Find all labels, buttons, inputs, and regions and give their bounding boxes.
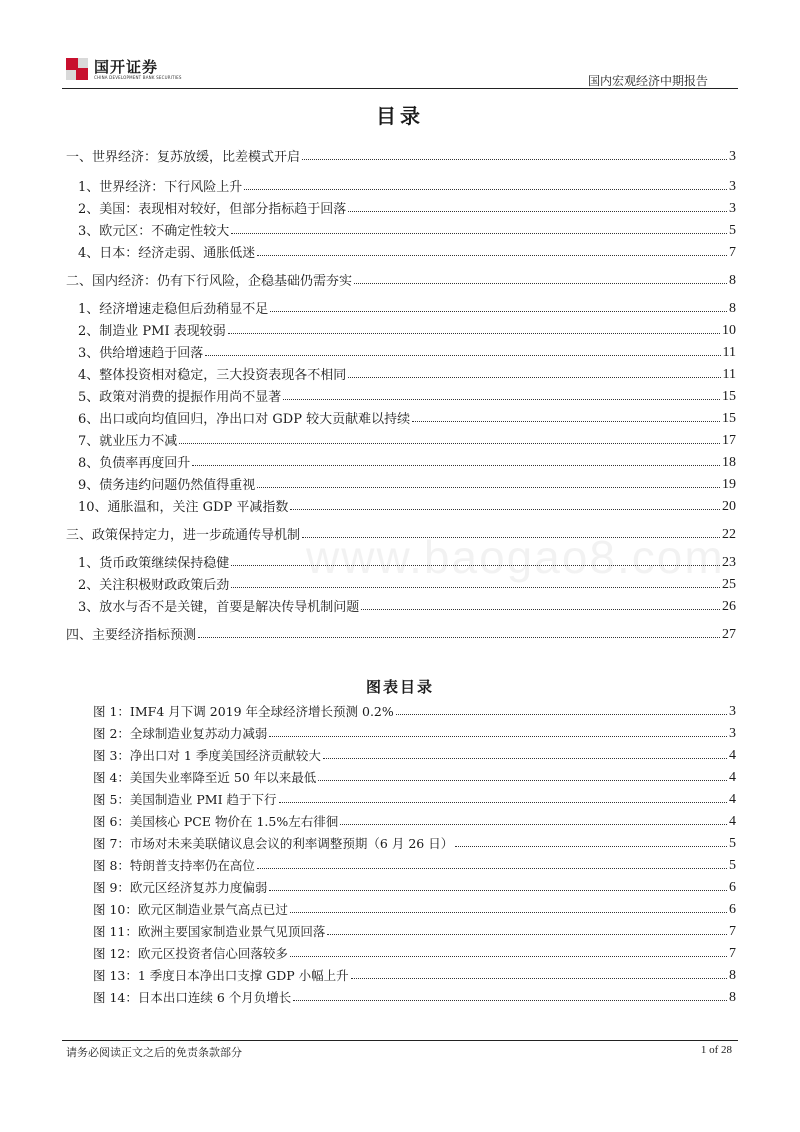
figure-entry-page: 5: [729, 836, 736, 851]
toc-entry-page: 20: [722, 499, 736, 514]
toc-entry-page: 27: [722, 627, 736, 642]
toc-entry[interactable]: [78, 451, 736, 471]
toc-entry-page: 10: [722, 323, 736, 338]
toc-entry-label: 三、政策保持定力，进一步疏通传导机制: [66, 528, 301, 543]
figure-entry-page: 5: [729, 858, 736, 873]
toc-entry[interactable]: [78, 197, 736, 217]
figure-entry-page: 4: [729, 814, 736, 829]
figure-entry[interactable]: [93, 832, 736, 852]
dot-leader: [244, 189, 727, 190]
dot-leader: [318, 780, 727, 781]
toc-entry-label: 4、整体投资相对稳定，三大投资表现各不相同: [78, 368, 347, 383]
toc-entry[interactable]: [78, 573, 736, 593]
toc-entry-label: 4、日本：经济走弱、通胀低迷: [78, 246, 256, 261]
dot-leader: [192, 465, 720, 466]
footer-divider: [62, 1040, 738, 1041]
dot-leader: [351, 978, 727, 979]
toc-entry-page: 22: [722, 527, 736, 542]
toc-entry-page: 26: [722, 599, 736, 614]
figure-entry-label: 图 13：1 季度日本净出口支撑 GDP 小幅上升: [93, 968, 349, 983]
toc-entry-page: 19: [722, 477, 736, 492]
figure-entry-label: 图 2：全球制造业复苏动力减弱: [93, 726, 268, 741]
toc-entry-label: 2、关注积极财政政策后劲: [78, 578, 230, 593]
figure-entry-page: 8: [729, 968, 736, 983]
toc-entry[interactable]: [66, 145, 736, 165]
toc-entry-page: 3: [729, 201, 736, 216]
dot-leader: [293, 1000, 727, 1001]
dot-leader: [290, 912, 727, 913]
toc-entry-page: 11: [722, 367, 736, 382]
dot-leader: [231, 233, 727, 234]
figure-entry-label: 图 4：美国失业率降至近 50 年以来最低: [93, 770, 317, 785]
dot-leader: [290, 956, 727, 957]
dot-leader: [269, 736, 727, 737]
dot-leader: [302, 537, 720, 538]
figure-entry[interactable]: [93, 876, 736, 896]
toc-entry-page: 15: [722, 411, 736, 426]
toc-entry-label: 6、出口或向均值回归，净出口对 GDP 较大贡献难以持续: [78, 412, 411, 427]
toc-entry-page: 8: [729, 301, 736, 316]
toc-entry-page: 11: [722, 345, 736, 360]
dot-leader: [354, 283, 727, 284]
figure-entry-label: 图 5：美国制造业 PMI 趋于下行: [93, 792, 277, 807]
dot-leader: [348, 211, 727, 212]
toc-entry[interactable]: [78, 219, 736, 239]
figure-entry-label: 图 9：欧元区经济复苏力度偏弱: [93, 880, 268, 895]
figure-entry-page: 6: [729, 902, 736, 917]
dot-leader: [228, 333, 720, 334]
watermark: www.baogao8.com: [306, 531, 725, 583]
toc-entry-label: 2、美国：表现相对较好，但部分指标趋于回落: [78, 202, 347, 217]
figure-entry-page: 7: [729, 924, 736, 939]
figure-entry[interactable]: [93, 700, 736, 720]
dot-leader: [179, 443, 720, 444]
toc-entry[interactable]: [78, 297, 736, 317]
toc-entry-page: 7: [729, 245, 736, 260]
figure-entry-page: 4: [729, 792, 736, 807]
toc-entry[interactable]: [78, 595, 736, 615]
dot-leader: [361, 609, 720, 610]
dot-leader: [455, 846, 727, 847]
toc-entry-label: 3、放水与否不是关键，首要是解决传导机制问题: [78, 600, 360, 615]
toc-entry[interactable]: [78, 175, 736, 195]
footer-disclaimer: 请务必阅读正文之后的免责条款部分: [66, 1046, 242, 1059]
figure-entry-page: 3: [729, 704, 736, 719]
dot-leader: [290, 509, 720, 510]
figure-entry[interactable]: [93, 920, 736, 940]
figure-entry[interactable]: [93, 854, 736, 874]
toc-entry[interactable]: [66, 523, 736, 543]
figure-entry-page: 6: [729, 880, 736, 895]
dot-leader: [269, 890, 727, 891]
dot-leader: [302, 159, 727, 160]
dot-leader: [231, 587, 720, 588]
figure-entry[interactable]: [93, 986, 736, 1006]
toc-entry-label: 3、供给增速趋于回落: [78, 346, 204, 361]
toc-entry-label: 2、制造业 PMI 表现较弱: [78, 324, 226, 339]
toc-entry-page: 15: [722, 389, 736, 404]
figure-entry[interactable]: [93, 810, 736, 830]
dot-leader: [257, 255, 727, 256]
toc-entry-page: 25: [722, 577, 736, 592]
figure-entry-label: 图 3：净出口对 1 季度美国经济贡献较大: [93, 748, 321, 763]
report-type: 国内宏观经济中期报告: [587, 74, 708, 88]
dot-leader: [396, 714, 727, 715]
figures-title: 图表目录: [365, 678, 434, 696]
dot-leader: [257, 868, 727, 869]
toc-entry-label: 7、就业压力不减: [78, 434, 178, 449]
dot-leader: [340, 824, 727, 825]
logo-text: 国开证券: [94, 57, 159, 76]
toc-entry[interactable]: [78, 407, 736, 427]
dot-leader: [257, 487, 720, 488]
toc-entry-label: 3、欧元区：不确定性较大: [78, 224, 230, 239]
toc-title: 目录: [376, 104, 424, 128]
figure-entry-page: 8: [729, 990, 736, 1005]
dot-leader: [279, 802, 727, 803]
figure-entry-label: 图 11：欧洲主要国家制造业景气见顶回落: [93, 924, 326, 939]
toc-entry-page: 5: [729, 223, 736, 238]
page-number: 1 of 28: [700, 1044, 732, 1056]
toc-entry[interactable]: [78, 473, 736, 493]
logo-mark-icon: [66, 58, 88, 80]
toc-entry-label: 1、世界经济：下行风险上升: [78, 180, 243, 195]
toc-entry-page: 23: [722, 555, 736, 570]
dot-leader: [270, 311, 727, 312]
figure-entry[interactable]: [93, 964, 736, 984]
figure-entry[interactable]: [93, 788, 736, 808]
dot-leader: [205, 355, 720, 356]
figure-entry-label: 图 12：欧元区投资者信心回落较多: [93, 946, 288, 961]
toc-entry-label: 1、经济增速走稳但后劲稍显不足: [78, 302, 269, 317]
toc-entry[interactable]: [78, 385, 736, 405]
figure-entry[interactable]: [93, 898, 736, 918]
logo-subtext: CHINA DEVELOPMENT BANK SECURITIES: [94, 74, 182, 80]
toc-entry-page: 3: [729, 149, 736, 164]
dot-leader: [327, 934, 727, 935]
figure-entry-page: 4: [729, 770, 736, 785]
toc-entry-page: 17: [722, 433, 736, 448]
dot-leader: [348, 377, 720, 378]
header-divider: [62, 88, 738, 89]
dot-leader: [231, 565, 720, 566]
toc-entry-label: 5、政策对消费的提振作用尚不显著: [78, 390, 282, 405]
figure-entry-page: 4: [729, 748, 736, 763]
toc-entry[interactable]: [66, 269, 736, 289]
figure-entry[interactable]: [93, 766, 736, 786]
toc-entry-page: 3: [729, 179, 736, 194]
toc-entry[interactable]: [78, 429, 736, 449]
toc-entry-page: 8: [729, 273, 736, 288]
figure-entry-label: 图 14：日本出口连续 6 个月负增长: [93, 990, 292, 1005]
dot-leader: [412, 421, 720, 422]
figure-entry-label: 图 8：特朗普支持率仍在高位: [93, 858, 255, 873]
toc-entry-label: 二、国内经济：仍有下行风险，企稳基础仍需夯实: [66, 274, 353, 289]
dot-leader: [198, 637, 720, 638]
toc-entry[interactable]: [78, 551, 736, 571]
figure-entry[interactable]: [93, 744, 736, 764]
toc-entry[interactable]: [78, 241, 736, 261]
toc-entry[interactable]: [66, 623, 736, 643]
figure-entry-label: 图 1：IMF4 月下调 2019 年全球经济增长预测 0.2%: [93, 704, 394, 719]
figure-entry-label: 图 6：美国核心 PCE 物价在 1.5%左右徘徊: [93, 814, 339, 829]
figure-entry-label: 图 7：市场对未来美联储议息会议的利率调整预期（6 月 26 日）: [93, 836, 454, 851]
dot-leader: [323, 758, 727, 759]
toc-entry-label: 1、货币政策继续保持稳健: [78, 556, 230, 571]
company-logo: [66, 58, 182, 80]
figure-entry[interactable]: [93, 722, 736, 742]
toc-entry-label: 9、债务违约问题仍然值得重视: [78, 478, 256, 493]
toc-entry[interactable]: [78, 319, 736, 339]
toc-entry-label: 8、负债率再度回升: [78, 456, 191, 471]
figure-entry[interactable]: [93, 942, 736, 962]
dot-leader: [283, 399, 720, 400]
toc-entry-label: 一、世界经济：复苏放缓，比差模式开启: [66, 150, 301, 165]
toc-entry[interactable]: [78, 495, 736, 515]
figure-entry-label: 图 10：欧元区制造业景气高点已过: [93, 902, 288, 917]
toc-entry-label: 四、主要经济指标预测: [66, 628, 197, 643]
toc-entry-label: 10、通胀温和，关注 GDP 平减指数: [78, 500, 289, 515]
toc-entry[interactable]: [78, 341, 736, 361]
figure-entry-page: 3: [729, 726, 736, 741]
toc-entry-page: 18: [722, 455, 736, 470]
toc-entry[interactable]: [78, 363, 736, 383]
figure-entry-page: 7: [729, 946, 736, 961]
